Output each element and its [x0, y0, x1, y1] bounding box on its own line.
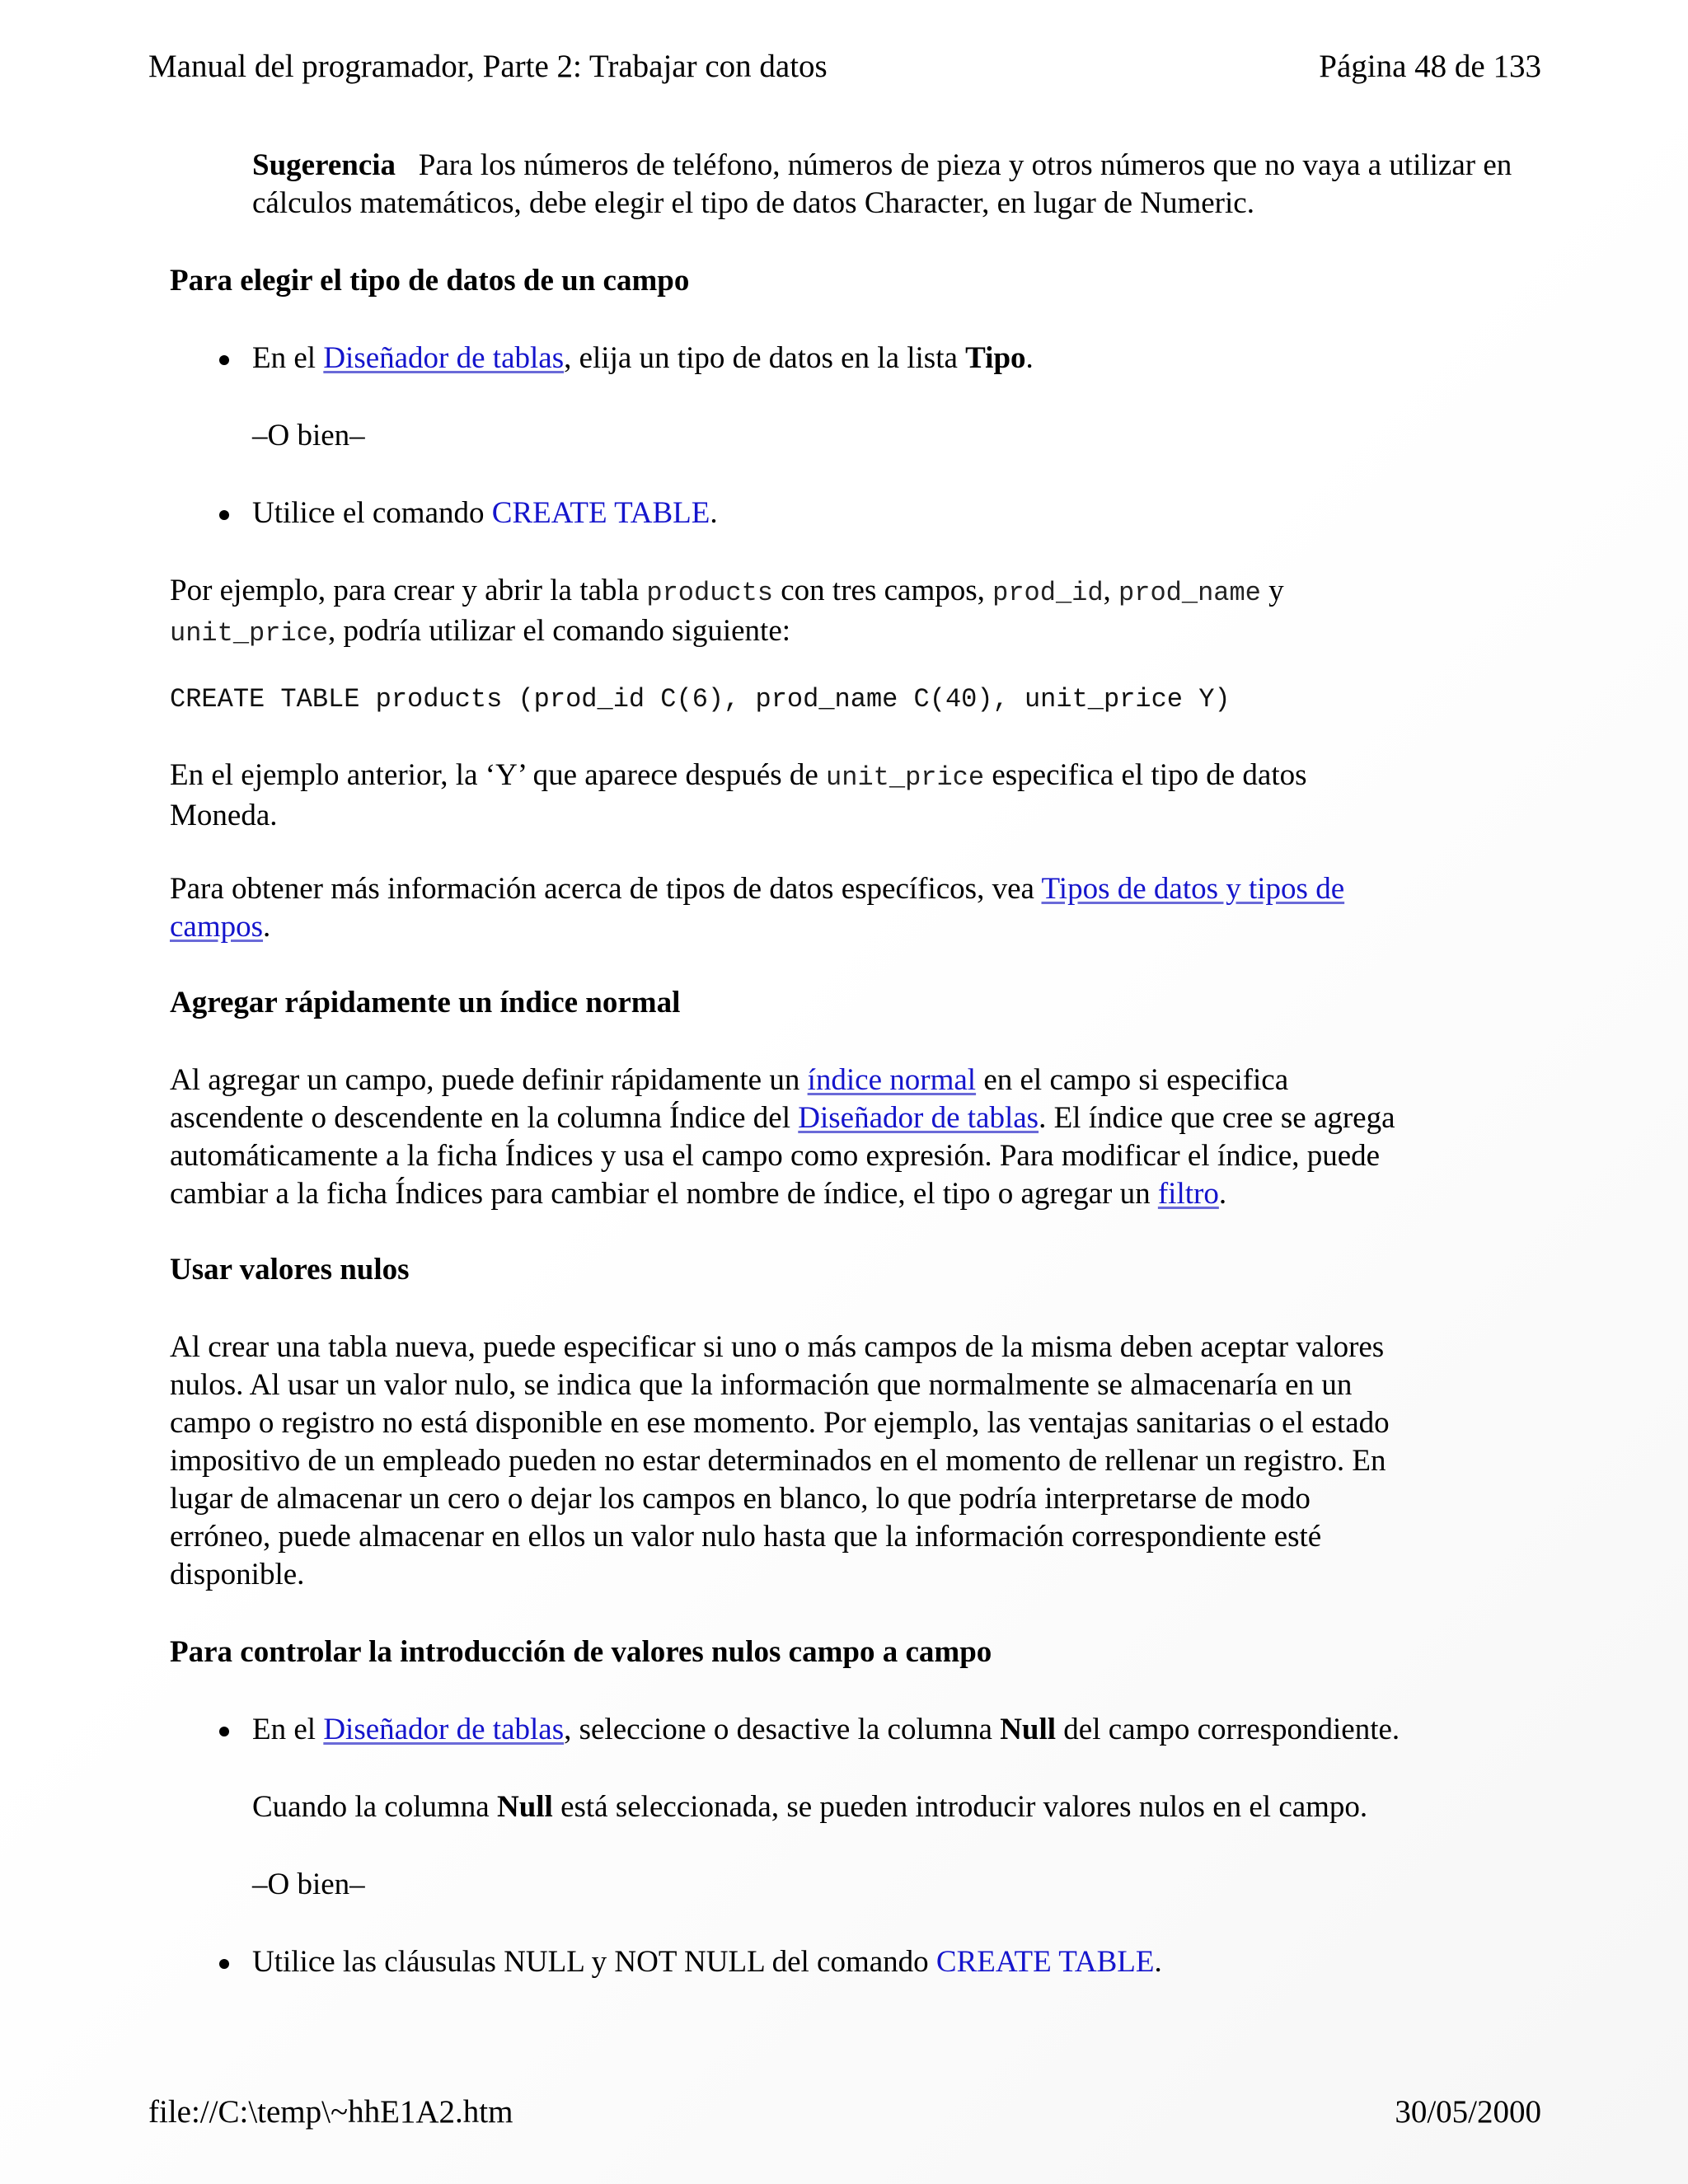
bullet-item-create-table: Utilice el comando CREATE TABLE. [252, 494, 1554, 532]
link-table-designer[interactable]: Diseñador de tablas [323, 341, 565, 375]
null-values-paragraph: Al crear una tabla nueva, puede especificar si uno o más campos de la misma deben aceptar valores nulos. Al usar un valor nulo, se indica que la información que normalmente se almacenaría en un campo o registro no está disponible en ese momento. Por ejemplo, las ventajas sanitarias o el estado impositivo de un empleado pueden no estar determinados en el momento de rellenar un registro. En lugar de almacenar un cero o dejar los campos en blanco, lo que podría interpretarse de modo erróneo, puede almacenar en ellos un valor nulo hasta que la información correspondiente esté disponible. [170, 1330, 1390, 1591]
bullet-icon [219, 1959, 229, 1969]
code-unit-price: unit_price [826, 762, 985, 793]
code-prod-id: prod_id [992, 578, 1104, 608]
section-heading-null-values: Usar valores nulos [170, 1253, 410, 1286]
link-create-table[interactable]: CREATE TABLE [935, 1945, 1155, 1979]
link-normal-index[interactable]: índice normal [807, 1063, 977, 1097]
section-heading-normal-index: Agregar rápidamente un índice normal [170, 986, 681, 1019]
link-data-types-cont[interactable]: campos [170, 910, 264, 944]
section-heading-data-type: Para elegir el tipo de datos de un campo [170, 264, 690, 298]
code-example: CREATE TABLE products (prod_id C(6), prod_name C(40), unit_price Y) [170, 684, 1231, 715]
example-explanation: En el ejemplo anterior, la ‘Y’ que aparece después de unit_price especifica el tipo de datos Moneda. [170, 758, 1307, 832]
or-separator: –O bien– [252, 419, 365, 452]
tip-paragraph [252, 147, 1538, 223]
bullet-item-null-column: En el Diseñador de tablas, seleccione o desactive la columna Null del campo correspondiente. [252, 1711, 1554, 1749]
link-create-table[interactable]: CREATE TABLE [491, 496, 710, 530]
code-prod-name: prod_name [1118, 578, 1261, 608]
null-note: Cuando la columna Null está seleccionada, se pueden introducir valores nulos en el campo. [252, 1790, 1368, 1824]
print-date: 30/05/2000 [1395, 2094, 1541, 2130]
link-table-designer[interactable]: Diseñador de tablas [798, 1101, 1039, 1135]
code-unit-price: unit_price [170, 618, 329, 649]
document-title: Manual del programador, Parte 2: Trabajar con datos [148, 49, 828, 84]
link-filter[interactable]: filtro [1157, 1177, 1219, 1211]
link-table-designer[interactable]: Diseñador de tablas [323, 1713, 565, 1746]
file-path: file://C:\temp\~hhE1A2.htm [148, 2094, 513, 2130]
page-number: Página 48 de 133 [1319, 49, 1541, 84]
bullet-item-null-clauses: Utilice las cláusulas NULL y NOT NULL del comando CREATE TABLE. [252, 1943, 1554, 1981]
tip-label: Sugerencia [252, 148, 396, 182]
bullet-icon [219, 355, 229, 365]
example-paragraph: Por ejemplo, para crear y abrir la tabla products con tres campos, prod_id, prod_name y unit_price, podría utilizar el comando siguiente: [170, 574, 1284, 649]
bullet-item-table-designer: En el Diseñador de tablas, elija un tipo de datos en la lista Tipo. [252, 340, 1554, 377]
tip-text: Para los números de teléfono, números de pieza y otros números que no vaya a utilizar en cálculos matemáticos, debe elegir el tipo de datos Character, en lugar de Numeric. [252, 148, 1512, 220]
code-products: products [646, 578, 773, 608]
section-heading-null-control: Para controlar la introducción de valores nulos campo a campo [170, 1635, 992, 1669]
normal-index-paragraph: Al agregar un campo, puede definir rápidamente un índice normal en el campo si especifica ascendente o descendente en la columna Índice del Diseñador de tablas. El índice que cree se agrega automáticamente a la ficha Índices y usa el campo como expresión. Para modificar el índice, puede cambiar a la ficha Índices para cambiar el nombre de índice, el tipo o agregar un filtro. [170, 1063, 1395, 1211]
bullet-icon [219, 1727, 229, 1736]
link-data-types[interactable]: Tipos de datos y tipos de [1041, 872, 1345, 906]
bullet-icon [219, 510, 229, 520]
or-separator: –O bien– [252, 1868, 365, 1901]
more-info-paragraph: Para obtener más información acerca de tipos de datos específicos, vea Tipos de datos y tipos de campos. [170, 872, 1345, 944]
